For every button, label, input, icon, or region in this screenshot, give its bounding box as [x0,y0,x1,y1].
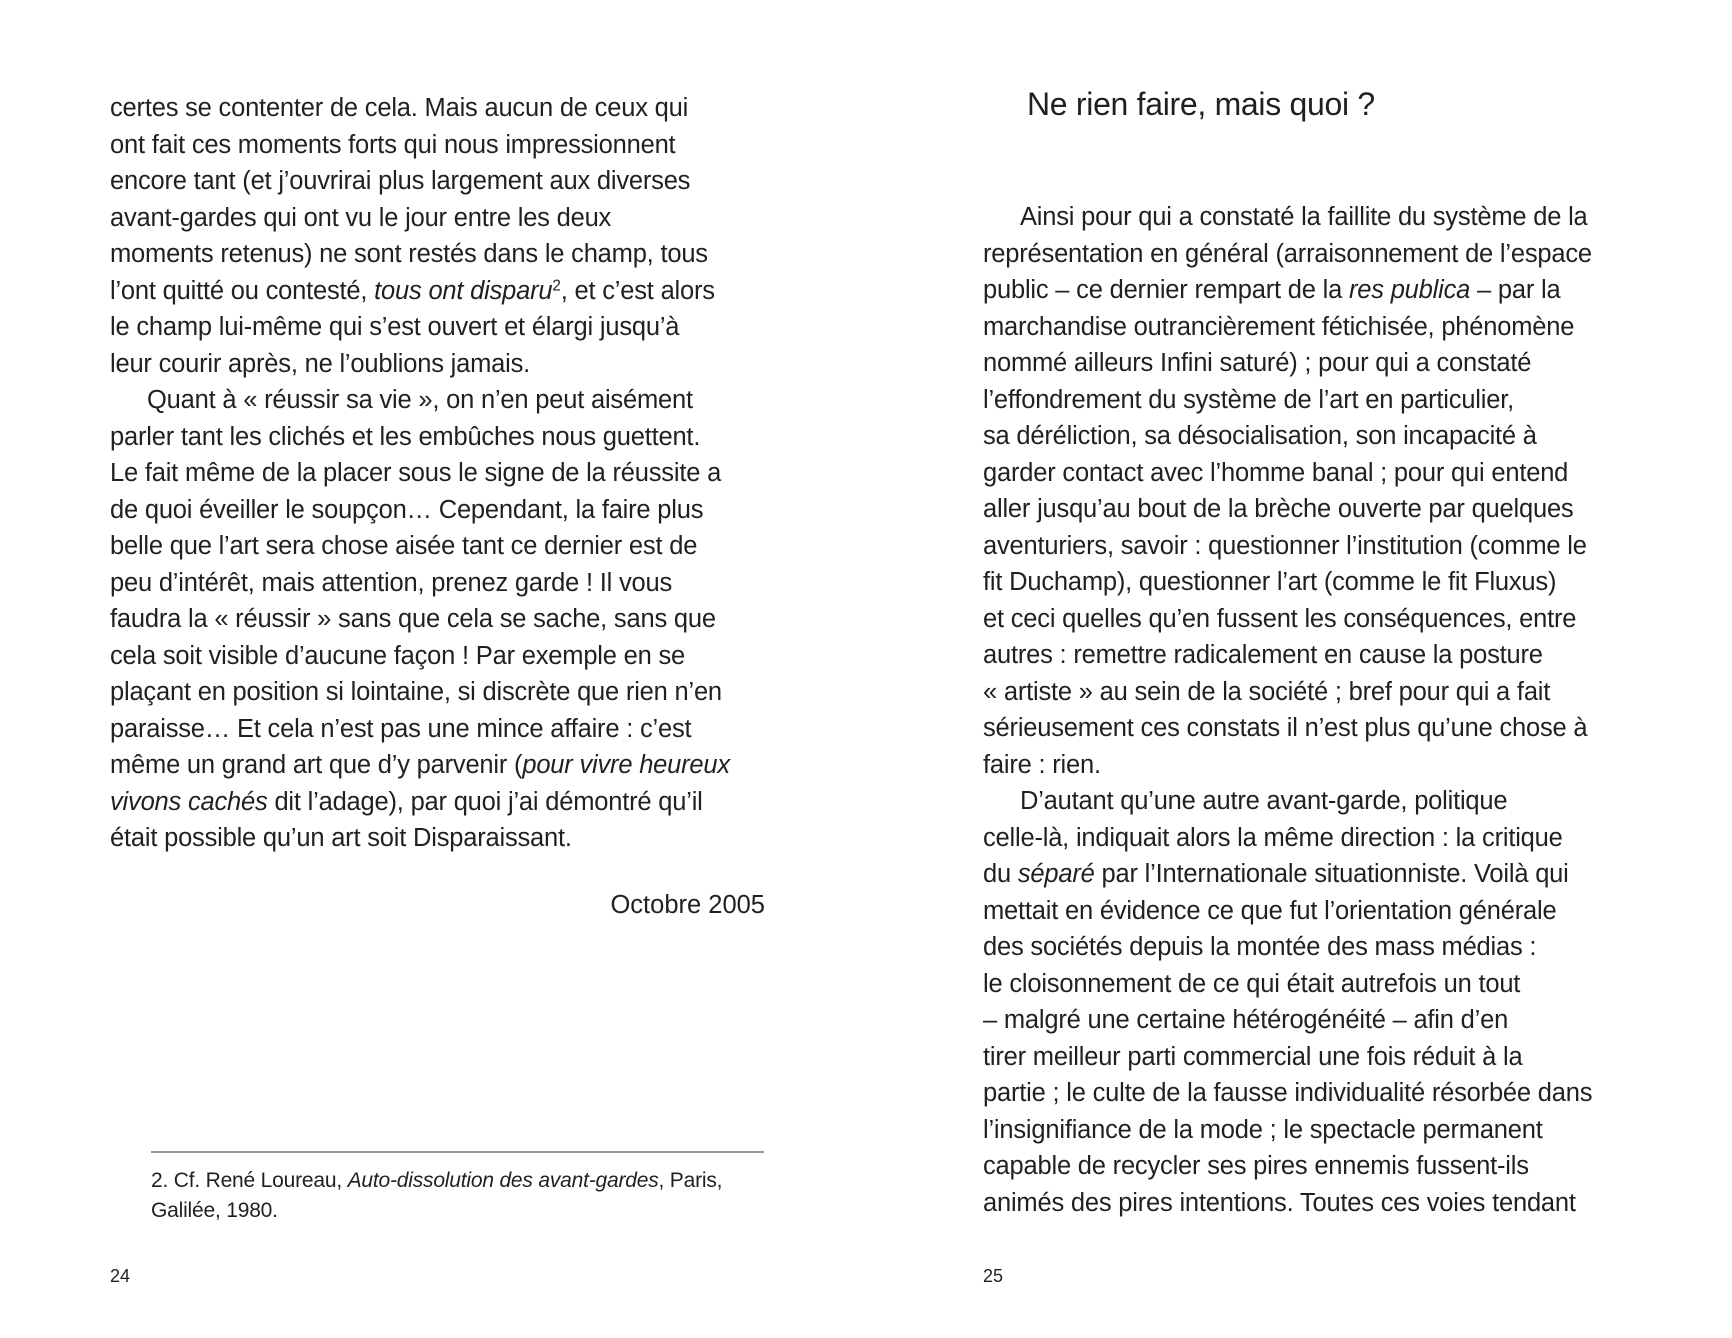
text-line [110,528,765,565]
text-segment: avant-gardes qui ont vu le jour entre les deux [110,203,612,232]
text-segment: l’ont quitté ou contesté, [110,276,375,305]
text-segment: faire : rien. [983,750,1101,779]
text-line [983,491,1643,528]
text-segment: 2. Cf. René Loureau, [151,1169,348,1192]
text-segment: « artiste » au sein de la société ; bref pour qui a fait [983,677,1551,706]
text-line [110,492,765,529]
text-segment: le cloisonnement de ce qui était autrefois un tout [983,969,1521,998]
italic-text: tous ont disparu [374,276,553,305]
text-line [983,564,1643,601]
text-segment: autres : remettre radicalement en cause la posture [983,641,1543,669]
text-segment: – malgré une certaine hétérogénéité – afin d’en [983,1006,1509,1034]
essay-date: Octobre 2005 [610,891,765,919]
text-segment: aller jusqu’au bout de la brèche ouverte par quelques [983,495,1574,523]
page-number-left: 24 [110,1266,131,1286]
italic-text: vivons cachés [110,787,268,816]
text-segment: sa déréliction, sa désocialisation, son incapacité à [983,422,1537,450]
footnote-divider [151,1151,764,1153]
text-line [110,638,765,675]
text-line [110,747,765,784]
text-line [983,528,1643,565]
text-line [110,236,765,273]
text-segment: capable de recycler ses pires ennemis fussent-ils [983,1152,1529,1180]
text-line [110,163,765,200]
text-segment: des sociétés depuis la montée des mass médias : [983,933,1537,961]
text-segment: du [983,860,1018,888]
text-line [110,784,765,821]
text-segment: animés des pires intentions. Toutes ces voies tendant [983,1188,1576,1217]
text-segment: fit Duchamp), questionner l’art (comme le fit Fluxus) [983,568,1557,596]
right-body-text [983,199,1643,1221]
text-line [983,309,1643,346]
text-segment: partie ; le culte de la fausse individualité résorbée dans [983,1079,1593,1107]
text-segment: belle que l’art sera chose aisée tant ce dernier est de [110,532,698,560]
text-line [983,637,1643,674]
footnote [151,1166,771,1226]
text-segment: celle-là, indiquait alors la même direction : la critique [983,823,1563,852]
text-segment: D’autant qu’une autre avant-garde, politique [1020,787,1508,815]
text-segment: garder contact avec l’homme banal ; pour qui entend [983,458,1569,487]
text-line [983,783,1643,820]
text-line [983,820,1643,857]
text-line [110,309,765,346]
text-line [110,273,765,310]
text-segment: plaçant en position si lointaine, si discrète que rien n’en [110,678,722,706]
text-line [983,856,1643,893]
text-segment: l’effondrement du système de l’art en particulier, [983,385,1514,414]
text-segment: Quant à « réussir sa vie », on n’en peut aisément [147,386,693,414]
text-segment: public – ce dernier rempart de la [983,276,1349,304]
italic-text: res publica [1348,276,1471,304]
text-line [110,200,765,237]
text-segment: dit l’adage), par quoi j’ai démontré qu’il [267,787,703,816]
italic-text: pour vivre heureux [522,751,730,779]
text-segment: leur courir après, ne l’oublions jamais. [110,349,531,378]
text-line [983,1112,1643,1149]
text-segment: paraisse… Et cela n’est pas une mince affaire : c’est [110,714,692,743]
text-segment: Le fait même de la placer sous le signe de la réussite a [110,459,722,487]
chapter-title: Ne rien faire, mais quoi ? [1027,86,1375,122]
text-segment: nommé ailleurs Infini saturé) ; pour qui a constaté [983,349,1532,377]
text-line [983,1039,1643,1076]
text-segment: certes se contenter de cela. Mais aucun de ceux qui [110,94,689,122]
text-segment: peu d’intérêt, mais attention, prenez garde ! Il vous [110,568,673,597]
text-segment: – par la [1470,276,1561,304]
text-line [983,345,1643,382]
text-segment: et ceci quelles qu’en fussent les conséquences, entre [983,604,1577,633]
text-line [110,90,765,127]
text-line [983,1148,1643,1185]
italic-text: Auto-dissolution des avant-gardes [347,1169,659,1192]
text-segment: marchandise outrancièrement fétichisée, phénomène [983,312,1575,341]
text-line [110,346,765,383]
text-line [983,966,1643,1003]
text-line [983,929,1643,966]
text-line [983,1185,1643,1222]
text-segment: tirer meilleur parti commercial une fois réduit à la [983,1042,1523,1071]
text-line [983,199,1643,236]
text-line [983,893,1643,930]
text-line [983,418,1643,455]
text-segment: Ainsi pour qui a constaté la faillite du système de la [1020,203,1588,231]
text-line [983,747,1643,784]
text-line [983,674,1643,711]
text-segment: le champ lui-même qui s’est ouvert et élargi jusqu’à [110,313,680,341]
text-segment: ont fait ces moments forts qui nous impressionnent [110,130,676,159]
text-segment: mettait en évidence ce que fut l’orientation générale [983,896,1557,925]
text-segment: parler tant les clichés et les embûches nous guettent. [110,422,701,451]
right-page [866,0,1732,1338]
text-line [983,1075,1643,1112]
text-line [110,455,765,492]
footnote-reference: 2 [552,277,561,295]
text-segment: cela soit visible d’aucune façon ! Par exemple en se [110,641,686,670]
text-line [110,565,765,602]
text-line [983,272,1643,309]
text-segment: encore tant (et j’ouvrirai plus largement aux diverses [110,167,691,195]
text-segment: de quoi éveiller le soupçon… Cependant, la faire plus [110,495,704,524]
page-number-right: 25 [983,1266,1004,1286]
text-line [110,382,765,419]
text-line [110,419,765,456]
text-segment: l’insignifiance de la mode ; le spectacle permanent [983,1115,1543,1144]
text-line [983,455,1643,492]
text-line [110,127,765,164]
text-line [110,674,765,711]
text-line [110,601,765,638]
text-line [983,236,1643,273]
text-line [983,382,1643,419]
text-segment: représentation en général (arraisonnement de l’espace [983,239,1592,268]
text-segment: moments retenus) ne sont restés dans le champ, tous [110,240,708,268]
text-segment: par l’Internationale situationniste. Voilà qui [1094,860,1569,888]
text-line [110,820,765,857]
text-line [983,1002,1643,1039]
text-segment: était possible qu’un art soit Disparaissant. [110,824,572,852]
text-segment: aventuriers, savoir : questionner l’institution (comme le [983,531,1587,560]
text-segment: faudra la « réussir » sans que cela se sache, sans que [110,605,716,633]
text-segment: même un grand art que d’y parvenir ( [110,751,523,779]
text-segment: sérieusement ces constats il n’est plus qu’une chose à [983,714,1588,742]
text-segment: , Paris, Galilée, 1980. [151,1169,723,1222]
italic-text: séparé [1017,860,1095,888]
text-line [983,710,1643,747]
text-line [110,711,765,748]
text-segment: , et c’est alors [560,276,715,305]
left-body-text [110,90,765,857]
text-line [983,601,1643,638]
